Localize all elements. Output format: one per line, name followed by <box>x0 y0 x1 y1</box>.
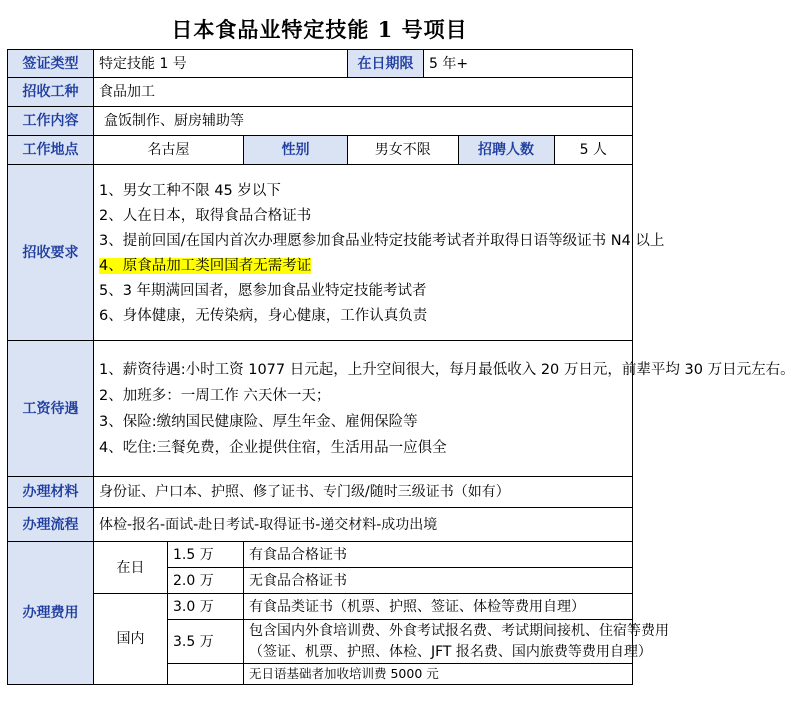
work-content-value: 盒饭制作、厨房辅助等 <box>94 107 633 136</box>
work-place-row <box>8 136 633 165</box>
job-type-row <box>8 78 633 107</box>
work-place-label: 工作地点 <box>8 136 94 165</box>
stay-period-value: 5 年+ <box>424 50 633 78</box>
salary-item: 3、保险:缴纳国民健康险、厚生年金、雇佣保险等 <box>99 413 418 430</box>
salary-item: 1、薪资待遇:小时工资 1077 日元起，上升空间很大，每月最低收入 20 万日元，前辈平均 30 万日元左右。 <box>99 361 795 378</box>
fee-japan-label: 在日 <box>94 542 168 594</box>
fee-amount: 1.5 万 <box>168 542 244 568</box>
fee-description-line: （签证、机票、护照、体检、JFT 报名费、国内旅费等费用自理） <box>244 642 633 664</box>
visa-type-label: 签证类型 <box>8 50 94 78</box>
work-place-value: 名古屋 <box>94 136 244 165</box>
fee-description: 无食品合格证书 <box>244 568 633 594</box>
hire-count-value: 5 人 <box>579 142 607 158</box>
work-content-label: 工作内容 <box>8 107 94 136</box>
job-type-label: 招收工种 <box>8 78 94 107</box>
process-value: 体检-报名-面试-赴日考试-取得证书-递交材料-成功出境 <box>94 508 633 542</box>
gender-hire-subtable <box>348 136 632 164</box>
gender-value: 男女不限 <box>374 142 431 158</box>
requirements-row <box>8 165 633 341</box>
visa-type-value: 特定技能 1 号 <box>94 50 348 78</box>
gender-hire-cell <box>348 136 633 165</box>
fee-amount-empty <box>168 664 244 685</box>
requirement-item-highlighted: 4、原食品加工类回国者无需考证 <box>99 257 312 274</box>
requirement-item: 2、人在日本，取得食品合格证书 <box>99 207 312 224</box>
fee-amount: 2.0 万 <box>168 568 244 594</box>
salary-item: 4、吃住:三餐免费，企业提供住宿，生活用品一应俱全 <box>99 439 447 456</box>
fee-row-japan-1 <box>8 542 633 568</box>
materials-value: 身份证、户口本、护照、修了证书、专门级/随时三级证书（如有） <box>94 477 633 508</box>
page-title: 日本食品业特定技能 1 号项目 <box>171 17 468 42</box>
fee-description: 有食品类证书（机票、护照、签证、体检等费用自理） <box>244 594 633 620</box>
salary-row <box>8 341 633 477</box>
job-type-value: 食品加工 <box>94 78 633 107</box>
gender-label: 性别 <box>244 136 348 165</box>
salary-item: 2、加班多：一周工作 六天休一天； <box>99 387 331 404</box>
visa-row <box>8 50 633 78</box>
fee-description: 有食品合格证书 <box>244 542 633 568</box>
hire-count-label: 招聘人数 <box>458 136 554 164</box>
fee-description-line: 包含国内外食培训费、外食考试报名费、考试期间接机、住宿等费用 <box>244 620 633 642</box>
fee-amount: 3.5 万 <box>168 620 244 664</box>
requirement-item: 5、3 年期满回国者，愿参加食品业特定技能考试者 <box>99 282 427 299</box>
work-content-row <box>8 107 633 136</box>
requirements-label: 招收要求 <box>8 165 94 341</box>
fee-description: 无日语基础者加收培训费 5000 元 <box>244 664 633 685</box>
fee-amount: 3.0 万 <box>168 594 244 620</box>
requirements-list <box>94 165 665 341</box>
materials-row <box>8 477 633 508</box>
process-label: 办理流程 <box>8 508 94 542</box>
requirement-item: 6、身体健康，无传染病，身心健康，工作认真负责 <box>99 307 428 324</box>
requirement-item: 3、提前回国/在国内首次办理愿参加食品业特定技能考试者并取得日语等级证书 N4 以上 <box>99 232 665 249</box>
fee-row-domestic-1 <box>8 594 633 620</box>
project-info-table <box>7 49 795 685</box>
salary-label: 工资待遇 <box>8 341 94 477</box>
materials-label: 办理材料 <box>8 477 94 508</box>
process-row <box>8 508 633 542</box>
salary-list <box>94 341 795 477</box>
stay-period-label: 在日期限 <box>348 50 424 78</box>
requirement-item: 1、男女工种不限 45 岁以下 <box>99 182 281 199</box>
fee-domestic-label: 国内 <box>94 594 168 685</box>
fees-label: 办理费用 <box>8 542 94 685</box>
